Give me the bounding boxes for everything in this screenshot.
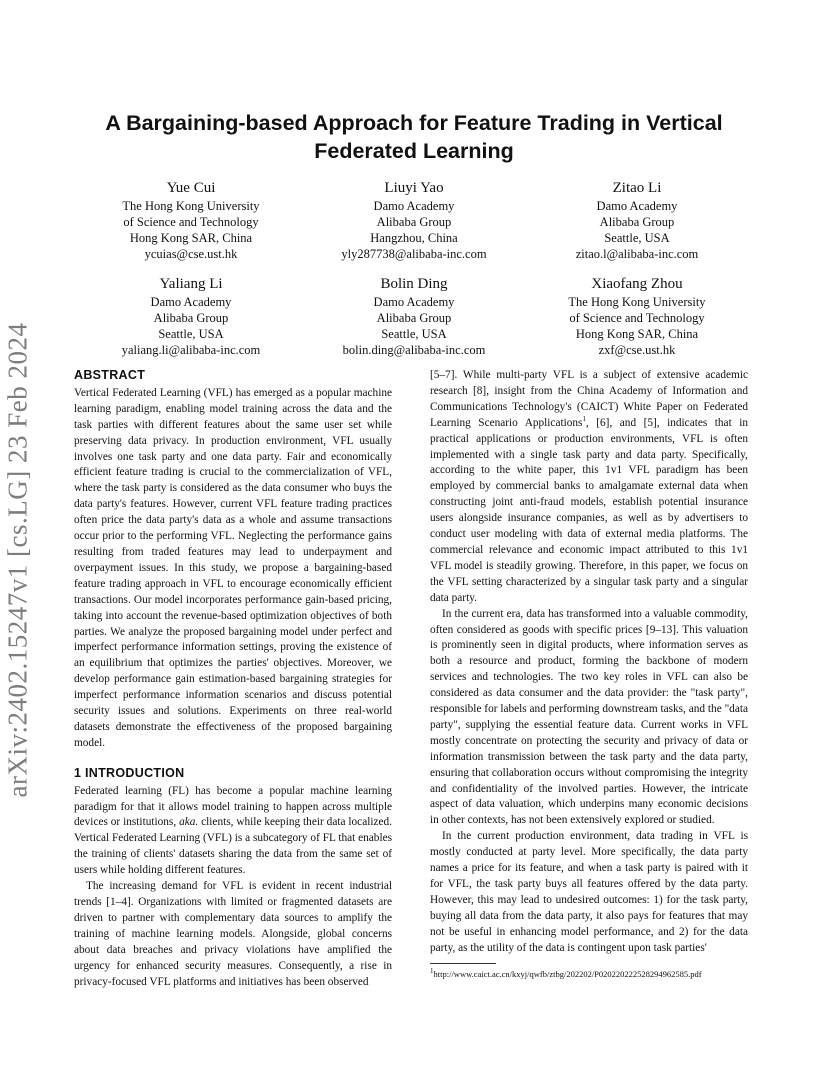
author-block-4 xyxy=(86,274,296,358)
footnote-ref: 1 xyxy=(582,414,586,423)
author-email: bolin.ding@alibaba-inc.com xyxy=(342,343,486,357)
author-affiliation: of Science and Technology xyxy=(123,215,259,229)
author-name: Bolin Ding xyxy=(380,276,448,292)
introduction-heading: 1 INTRODUCTION xyxy=(74,765,185,780)
author-email: yly287738@alibaba-inc.com xyxy=(341,247,487,261)
author-affiliation: The Hong Kong University xyxy=(122,199,260,213)
author-affiliation: Damo Academy xyxy=(150,295,232,309)
author-location: Seattle, USA xyxy=(158,327,224,341)
author-block-3 xyxy=(532,178,742,262)
left-column xyxy=(74,368,392,990)
intro-emphasis: aka. xyxy=(179,816,199,829)
body-paragraph-2: In the current era, data has transformed into a valuable commodity, often considered as goods with specific prices [9–13]. This valuation is prominently seen in digital products, where information serves as both a resource and product, forming the backbone of modern services and technologies. The two key roles in VFL can also be considered as data consumer and the data provider: the "task party", responsible for labels and performing downstream tasks, and the "data party", supplying the essential feature data. Current works in VFL mostly concentrate on protecting the security and privacy of data or information transmission between the task party and the data party, ensuring that collaboration occurs without compromising the integrity and confidentiality of the involved parties. However, the intricate aspect of data valuation, which underpins many economic decisions in other contexts, has not been extensively explored or studied. xyxy=(430,607,748,827)
paper-title: A Bargaining-based Approach for Feature Trading in Vertical Federated Learning xyxy=(105,111,723,163)
intro-paragraph-1 xyxy=(74,784,392,879)
intro-text: clients, while keeping their data localized. Vertical Federated Learning (VFL) is a subcategory of FL that enables the training of clients' datasets sharing the data from the same set of users while holding different features. xyxy=(74,816,392,877)
author-email: zxf@cse.ust.hk xyxy=(598,343,676,357)
author-location: Hangzhou, China xyxy=(370,231,458,245)
author-affiliation: of Science and Technology xyxy=(569,311,705,325)
author-block-6 xyxy=(532,274,742,358)
author-affiliation: The Hong Kong University xyxy=(568,295,706,309)
author-name: Xiaofang Zhou xyxy=(591,276,683,292)
author-email: yaliang.li@alibaba-inc.com xyxy=(121,343,261,357)
author-name: Liuyi Yao xyxy=(384,180,444,196)
body-text: , [6], and [5], indicates that in practical applications or production environments, VFL is often implemented with a single task party and data party. Specifically, according to the white paper, this 1v1 VFL paradigm has been employed by commercial banks to amalgamate external data when constructing joint anti-fraud models, establish potential insurance users alongside insurance companies, as well as by advertisers to conduct user modeling with data of external media platforms. The commercial relevance and economic impact attributed to this 1v1 VFL model is steadily growing. Therefore, in this paper, we focus on the VFL setting characterized by a singular task party and a singular data party. xyxy=(430,416,749,604)
author-affiliation: Alibaba Group xyxy=(376,215,452,229)
author-name: Zitao Li xyxy=(612,180,662,196)
author-affiliation: Alibaba Group xyxy=(153,311,229,325)
body-paragraph-1 xyxy=(430,368,748,607)
author-email: zitao.l@alibaba-inc.com xyxy=(575,247,699,261)
author-block-2 xyxy=(309,178,519,262)
right-column xyxy=(430,368,748,980)
arxiv-id: arXiv:2402.15247v1 [cs.LG] 23 Feb 2024 xyxy=(2,322,33,798)
footnote-mark: 1 xyxy=(430,966,434,975)
author-name: Yue Cui xyxy=(166,180,216,196)
body-paragraph-3: In the current production environment, data trading in VFL is mostly conducted at party level. More specifically, the data party names a price for its feature, and when a task party is paired with it for VFL, the task party buys all features offered by the data party. However, this may lead to undesired outcomes: 1) for the task party, buying all data from the data party, it also pays for features that may not be useful in enhancing model performance, and 2) for the data party, as the utility of the data is contingent upon task parties' xyxy=(430,830,748,954)
body-text: [5–7]. While multi-party VFL is a subject of extensive academic research [8], insight from the China Academy of Information and Communications Technology's (CAICT) White Paper on Federated Learning Scenario Applications xyxy=(430,369,748,429)
intro-paragraph-2: The increasing demand for VFL is evident in recent industrial trends [1–4]. Organizations with limited or fragmented datasets are driven to partner with complementary data sources to amplify the training of machine learning models. Alongside, global concerns about data breaches and privacy violations have amplified the urgency for enhanced security measures. Consequently, a rise in privacy-focused VFL platforms and initiatives has been observed xyxy=(74,880,392,988)
footnote-rule xyxy=(430,963,496,964)
footnote xyxy=(430,966,748,980)
abstract-text: Vertical Federated Learning (VFL) has emerged as a popular machine learning paradigm, enabling model training across the data and the task parties with different features about the same user set while preserving data privacy. In production environment, VFL usually involves one task party and one data party. Fair and economically efficient feature trading is crucial to the commercialization of VFL, where the task party is considered as the data consumer who buys the data party's features. However, current VFL feature trading practices often price the data party's data as a whole and assume transactions occur prior to the performing VFL. Neglecting the performance gains resulting from traded features may lead to underpayment and overpayment issues. In this study, we propose a bargaining-based feature trading approach in VFL to encourage economically efficient transactions. Our model incorporates performance gain-based pricing, taking into account the revenue-based optimization objectives of both parties. We analyze the proposed bargaining model under perfect and imperfect performance information settings, proving the existence of an equilibrium that optimizes the parties' objectives. Moreover, we develop performance gain estimation-based bargaining strategies for imperfect performance information scenarios and discuss potential security issues and solutions. Experiments on three real-world datasets demonstrate the effectiveness of the proposed bargaining model. xyxy=(74,386,392,749)
author-affiliation: Damo Academy xyxy=(596,199,678,213)
author-email: ycuias@cse.ust.hk xyxy=(144,247,238,261)
author-block-1 xyxy=(86,178,296,262)
author-location: Hong Kong SAR, China xyxy=(129,231,253,245)
footnote-link[interactable]: http://www.caict.ac.cn/kxyj/qwfb/ztbg/202202/P020220222528294962585.pdf xyxy=(433,968,702,979)
author-location: Seattle, USA xyxy=(604,231,670,245)
author-location: Hong Kong SAR, China xyxy=(575,327,699,341)
abstract-heading: ABSTRACT xyxy=(74,368,146,382)
author-affiliation: Damo Academy xyxy=(373,295,455,309)
author-affiliation: Alibaba Group xyxy=(599,215,675,229)
author-block-5 xyxy=(309,274,519,358)
author-location: Seattle, USA xyxy=(381,327,447,341)
author-affiliation: Damo Academy xyxy=(373,199,455,213)
intro-text: Federated learning (FL) has become a popular machine learning paradigm for that it allows model training to happen across multiple devices or institutions, xyxy=(74,784,392,829)
author-name: Yaliang Li xyxy=(159,276,223,292)
author-affiliation: Alibaba Group xyxy=(376,311,452,325)
